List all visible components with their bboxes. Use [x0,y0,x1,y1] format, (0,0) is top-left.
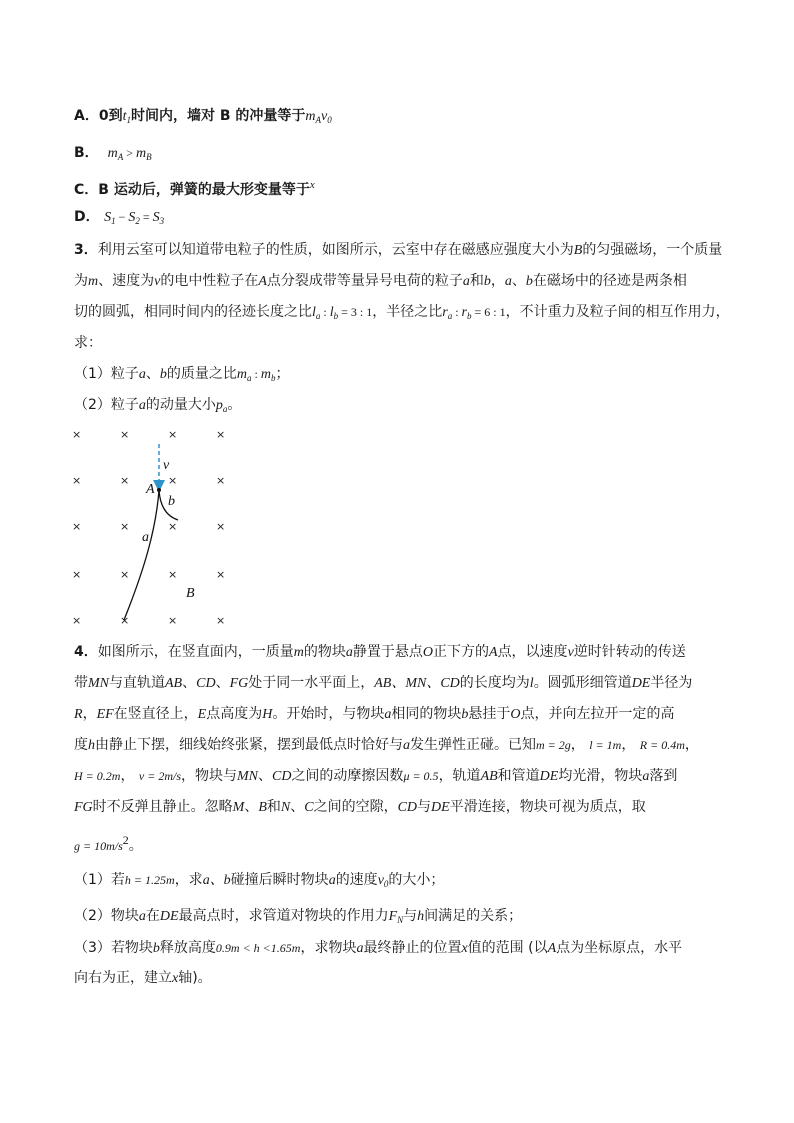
field-cross: × [168,568,178,581]
label-point-a: A [146,482,155,497]
q4-line-3: R，EF在竖直径上，E点高度为H。开始时，与物块a相同的物块b悬挂于O点，并向左拉开一定的高 [74,706,675,722]
label-B: B [186,586,195,601]
field-cross: × [216,474,226,487]
q4-sub-3-cont: 向右为正，建立x轴)。 [74,970,212,986]
field-cross: × [216,520,226,533]
q3-sub-1: （1）粒子a、b的质量之比$m_a$ : $m_b$； [74,366,290,383]
label-v: v [163,458,170,473]
option-b: B． $m_A > m_B$ [74,145,152,162]
field-cross: × [72,520,82,533]
field-cross: × [168,428,178,441]
label-a: a [142,530,149,545]
field-cross: × [72,474,82,487]
field-cross: × [120,614,130,627]
q3-line-4: 求： [74,335,102,351]
field-cross: × [120,568,130,581]
option-a: A．0到$t_1$时间内，墙对 B 的冲量等于$m_Av_0$ [74,108,332,125]
q4-line-5: H = 0.2m， v = 2m/s，物块与MN、CD之间的动摩擦因数μ = 0.5，轨道AB和管道DE均光滑，物块a落到 [74,768,678,784]
field-cross: × [72,614,82,627]
label-b: b [168,494,175,509]
field-cross: × [120,474,130,487]
q4-line-7: g = 10m/s2。 [74,833,143,854]
option-d: D． $S_1 - S_2 = S_3$ [74,209,165,226]
q3-line-1: 3．利用云室可以知道带电粒子的性质，如图所示，云室中存在磁感应强度大小为B的匀强磁场，一个质量 [74,242,723,258]
field-cross: × [168,520,178,533]
field-cross: × [120,520,130,533]
field-cross: × [120,428,130,441]
trajectory-drawing [64,420,264,635]
q4-line-2: 带MN与直轨道AB、CD、FG处于同一水平面上，AB、MN、CD的长度均为l。圆弧形细管道DE半径为 [74,675,693,691]
field-cross: × [168,474,178,487]
q4-line-6: FG时不反弹且静止。忽略M、B和N、C之间的空隙，CD与DE平滑连接，物块可视为质点，取 [74,799,646,815]
field-cross: × [72,568,82,581]
field-cross: × [216,614,226,627]
option-c: C．B 运动后，弹簧的最大形变量等于$^x$ [74,179,315,198]
q3-line-3: 切的圆弧，相同时间内的径迹长度之比$l_a$ : $l_b = 3$ : 1，半径之比$r_a$ : $r_b = 6$ : 1，不计重力及粒子间的相互作用力， [74,304,730,321]
q3-sub-2: （2）粒子a的动量大小$p_a$。 [74,397,242,414]
q4-sub-3: （3）若物块b释放高度0.9m < h <1.65m，求物块a最终静止的位置x值的范围 (以A点为坐标原点，水平 [74,940,683,956]
field-cross: × [216,428,226,441]
q3-line-2: 为m、速度为v的电中性粒子在A点分裂成带等量异号电荷的粒子a和b，a、b在磁场中的径迹是两条相 [74,273,687,289]
field-cross: × [216,568,226,581]
q4-sub-1: （1）若h = 1.25m，求a、b碰撞后瞬时物块a的速度$v_0$的大小； [74,872,445,889]
cloud-chamber-figure [64,420,264,635]
field-cross: × [168,614,178,627]
q4-line-1: 4．如图所示，在竖直面内，一质量m的物块a静置于悬点O正下方的A点，以速度v逆时针转动的传送 [74,644,686,660]
field-cross: × [72,428,82,441]
q4-sub-2: （2）物块a在DE最高点时，求管道对物块的作用力$F_N$与h间满足的关系； [74,908,523,925]
track-a [124,490,159,620]
q4-line-4: 度h由静止下摆，细线始终张紧，摆到最低点时恰好与a发生弹性正碰。已知m = 2g， l = 1m， R = 0.4m， [74,737,699,753]
